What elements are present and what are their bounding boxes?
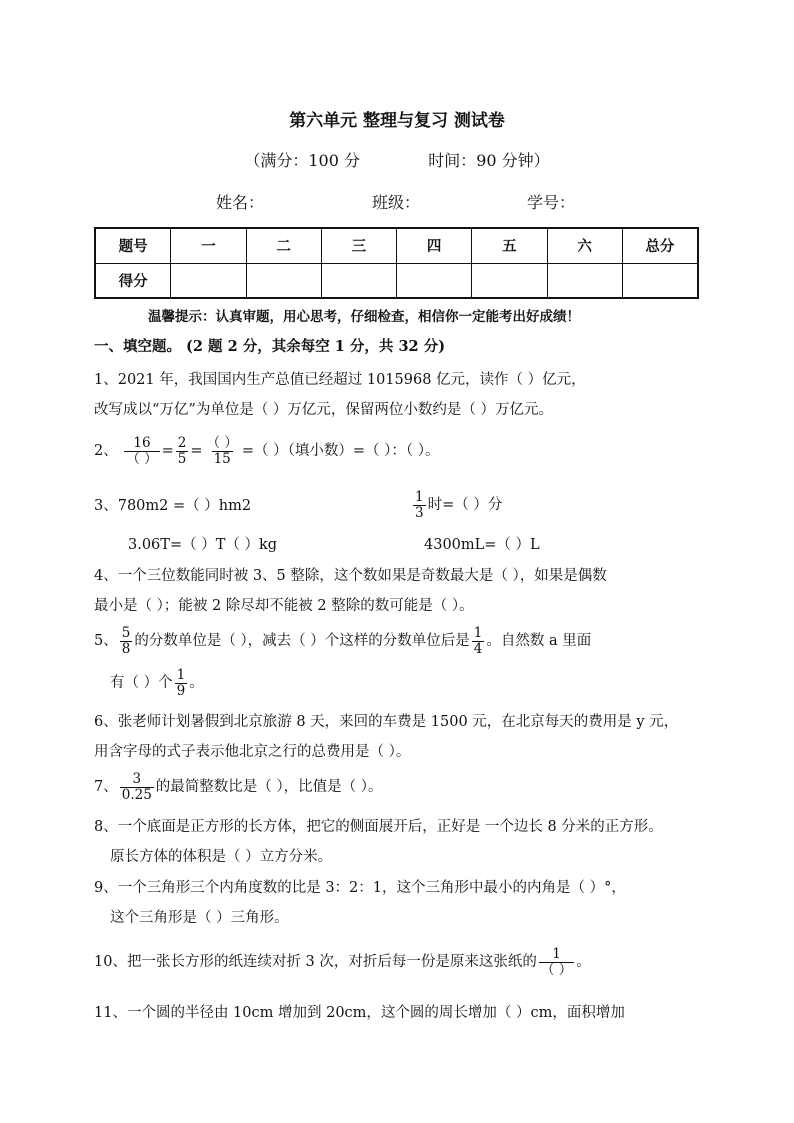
score-input-cell[interactable] [472, 263, 547, 298]
class-label: 班级： [372, 193, 421, 212]
question-1-line1: 1、2021 年，我国国内生产总值已经超过 1015968 亿元，读作（ ）亿元， [94, 372, 586, 388]
question-5-end: 。 [189, 675, 204, 691]
question-5-mid: 的分数单位是（ ），减去（ ）个这样的分数单位后是 [134, 633, 470, 649]
denominator: 8 [121, 640, 131, 657]
question-7 [94, 770, 383, 804]
fraction [120, 626, 133, 657]
score-input-cell[interactable] [397, 263, 472, 298]
equals-sign: = [190, 443, 203, 459]
question-number: 2、 [94, 443, 118, 459]
question-1-line2: 改写成以“万亿”为单位是（ ）万亿元，保留两位小数约是（ ）万亿元。 [94, 402, 554, 418]
denominator: 3 [415, 504, 424, 521]
numerator: 1 [415, 488, 424, 505]
section-heading: 一、填空题。 (2 题 2 分，其余每空 1 分，共 32 分) [94, 338, 446, 355]
denominator: 4 [473, 640, 483, 657]
table-cell: 四 [397, 228, 472, 263]
question-9-line2: 这个三角形是（ ）三角形。 [110, 910, 289, 926]
question-11-line1: 11、一个圆的半径由 10cm 增加到 20cm，这个圆的周长增加（ ）cm，面积增加 [94, 1005, 625, 1021]
denominator: 5 [177, 450, 187, 467]
question-6-line1: 6、张老师计划暑假到北京旅游 8 天，来回的车费是 1500 元，在北京每天的费用是 y 元， [94, 714, 679, 730]
question-10 [94, 945, 591, 979]
table-cell: 总分 [622, 228, 698, 263]
question-10-end: 。 [576, 954, 591, 970]
question-2 [94, 434, 439, 468]
table-cell: 五 [472, 228, 547, 263]
denominator: （ ） [540, 961, 573, 978]
question-number: 5、 [94, 633, 118, 649]
tip-text: 温馨提示：认真审题，用心思考，仔细检查，相信你一定能考出好成绩！ [148, 309, 580, 325]
fraction [175, 668, 188, 699]
table-cell: 三 [321, 228, 396, 263]
question-3b [411, 488, 502, 522]
numerator: 16 [133, 434, 151, 451]
fraction [124, 436, 159, 467]
question-2-tail: =（ ）（填小数）=（ ）：（ ）。 [241, 443, 440, 459]
table-cell: 六 [547, 228, 622, 263]
fraction [205, 436, 240, 467]
table-row [95, 228, 698, 263]
denominator: （ ） [126, 450, 158, 467]
numerator: 5 [121, 624, 131, 641]
numerator: 1 [473, 624, 483, 641]
question-3c: 3.06T=（ ）T（ ）kg [128, 537, 278, 553]
score-table [94, 227, 699, 299]
question-3b-tail: 时=（ ）分 [427, 497, 503, 513]
question-7-tail: 的最简整数比是（ ），比值是（ ）。 [155, 779, 383, 795]
table-row [95, 263, 698, 298]
exam-info [0, 148, 794, 171]
question-6-line2: 用含字母的式子表示他北京之行的总费用是（ ）。 [94, 744, 411, 760]
question-10-text: 10、把一张长方形的纸连续对折 3 次，对折后每一份是原来这张纸的 [94, 954, 537, 970]
fraction [120, 772, 154, 803]
score-input-cell[interactable] [547, 263, 622, 298]
fraction [472, 626, 485, 657]
equals-sign: = [161, 443, 174, 459]
question-3a: 3、780m2 =（ ）hm2 [94, 498, 252, 514]
denominator: 15 [213, 450, 231, 467]
question-3d: 4300mL=（ ）L [424, 537, 540, 553]
question-8-line1: 8、一个底面是正方形的长方体，把它的侧面展开后，正好是 一个边长 8 分米的正方形。 [94, 819, 663, 835]
score-input-cell[interactable] [171, 263, 246, 298]
numerator: 1 [176, 666, 186, 683]
denominator: 0.25 [121, 786, 152, 803]
question-5-line1 [94, 624, 591, 658]
question-4-line1: 4、一个三位数能同时被 3、5 整除，这个数如果是奇数最大是（ ），如果是偶数 [94, 568, 607, 584]
numerator: 2 [177, 434, 187, 451]
exam-time: 时间：90 分钟） [428, 151, 550, 170]
fraction [176, 436, 189, 467]
page-title: 第六单元 整理与复习 测试卷 [289, 111, 505, 131]
question-5-line2 [110, 666, 204, 700]
question-5-tail: 。自然数 a 里面 [486, 633, 592, 649]
score-input-cell[interactable] [622, 263, 698, 298]
table-cell: 一 [171, 228, 246, 263]
fraction [539, 947, 574, 978]
id-label: 学号： [527, 193, 576, 212]
question-9-line1: 9、一个三角形三个内角度数的比是 3：2：1，这个三角形中最小的内角是（ ）°， [94, 880, 626, 896]
question-5-line2-text: 有（ ）个 [110, 675, 173, 691]
fraction [413, 490, 426, 521]
full-score: （满分：100 分 [244, 151, 360, 170]
question-number: 7、 [94, 779, 118, 795]
denominator: 9 [176, 682, 186, 699]
table-cell: 题号 [95, 228, 171, 263]
numerator: 1 [552, 945, 561, 962]
numerator: 3 [132, 770, 142, 787]
score-input-cell[interactable] [321, 263, 396, 298]
name-label: 姓名： [216, 193, 265, 212]
question-4-line2: 最小是（ ）；能被 2 除尽却不能被 2 整除的数可能是（ ）。 [94, 598, 474, 614]
question-8-line2: 原长方体的体积是（ ）立方分米。 [110, 849, 333, 865]
table-cell: 得分 [95, 263, 171, 298]
numerator: （ ） [206, 434, 238, 451]
score-input-cell[interactable] [246, 263, 321, 298]
table-cell: 二 [246, 228, 321, 263]
